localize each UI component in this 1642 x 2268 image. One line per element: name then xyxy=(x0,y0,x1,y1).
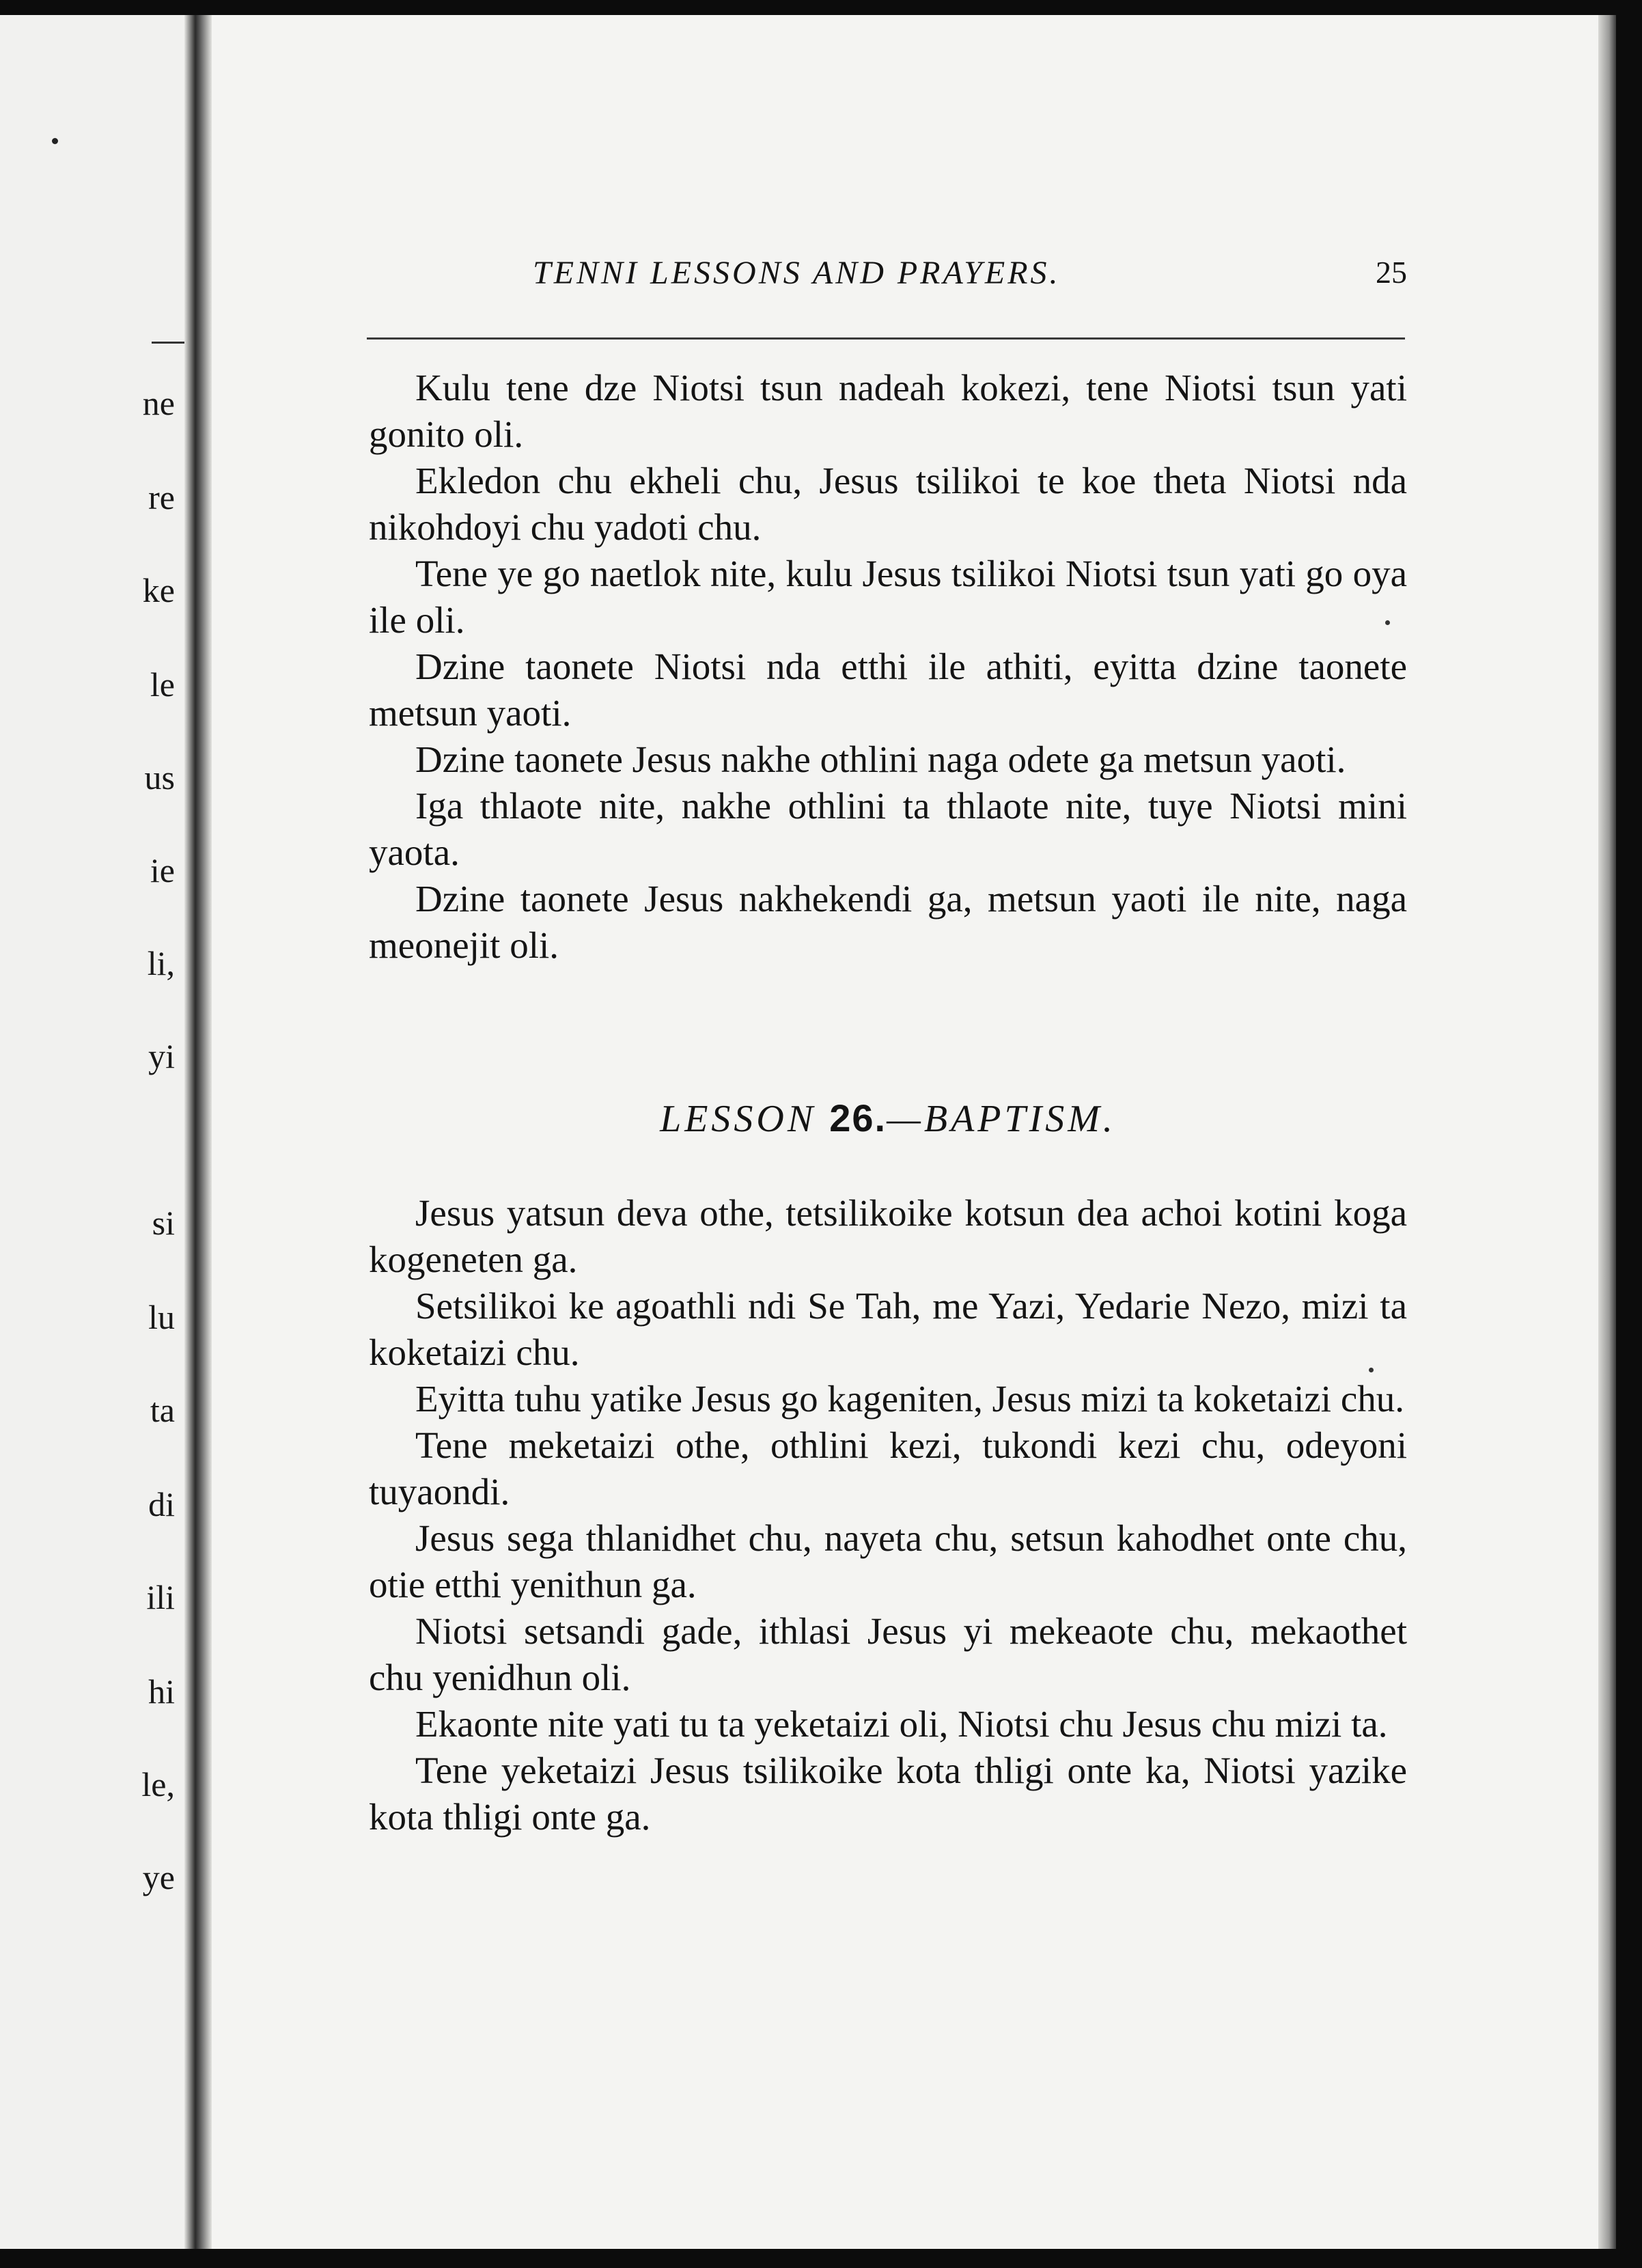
ink-speck xyxy=(52,138,58,144)
running-title: TENNI LESSONS AND PRAYERS. xyxy=(533,255,1061,291)
paragraph: Setsilikoi ke agoathli ndi Se Tah, me Yazi, Yedarie Nezo, mizi ta koketaizi chu. xyxy=(369,1285,1407,1373)
left-fragment: hi xyxy=(148,1672,175,1711)
left-fragment: yi xyxy=(148,1037,175,1075)
left-fragment: ie xyxy=(150,851,175,889)
paragraph: Kulu tene dze Niotsi tsun nadeah kokezi, tene Niotsi tsun yati gonito oli. xyxy=(369,367,1407,455)
book-gutter xyxy=(184,15,212,2249)
paragraph: Tene yeketaizi Jesus tsilikoike kota thligi onte ka, Niotsi yazike kota thligi onte ga. xyxy=(369,1750,1407,1838)
running-head xyxy=(314,254,1407,309)
paragraph: Jesus sega thlanidhet chu, nayeta chu, setsun kahodhet onte chu, otie etthi yenithun ga. xyxy=(369,1517,1407,1605)
left-fragment: ke xyxy=(142,571,175,609)
page-number: 25 xyxy=(1376,255,1407,290)
header-rule xyxy=(367,337,1405,340)
ink-speck xyxy=(1369,1368,1374,1372)
paragraph: Niotsi setsandi gade, ithlasi Jesus yi mekeaote chu, mekaothet chu yenidhun oli. xyxy=(369,1610,1407,1698)
left-fragment: le, xyxy=(141,1765,175,1803)
paragraph: Tene ye go naetlok nite, kulu Jesus tsilikoi Niotsi tsun yati go oya ile oli. xyxy=(369,553,1407,641)
lesson-number: 26. xyxy=(829,1096,887,1139)
lesson-heading xyxy=(369,1096,1407,1141)
left-fragment: ili xyxy=(146,1578,175,1616)
left-page-rule xyxy=(152,342,184,344)
paragraph: Eyitta tuhu yatike Jesus go kageniten, Jesus mizi ta koketaizi chu. xyxy=(415,1378,1404,1420)
left-fragment: le xyxy=(150,665,175,704)
paragraph: Jesus yatsun deva othe, tetsilikoike kotsun dea achoi kotini koga kogeneten ga. xyxy=(369,1192,1407,1280)
paragraph: Dzine taonete Jesus nakhe othlini naga odete ga metsun yaoti. xyxy=(415,738,1346,780)
left-fragment: lu xyxy=(148,1298,175,1336)
left-fragment: li, xyxy=(147,944,175,982)
left-fragment: us xyxy=(144,758,175,797)
lesson-title: —BAPTISM. xyxy=(887,1098,1116,1140)
paragraph: Ekaonte nite yati tu ta yeketaizi oli, Niotsi chu Jesus chu mizi ta. xyxy=(415,1703,1388,1745)
left-fragment: ne xyxy=(142,384,175,422)
left-fragment: ta xyxy=(150,1391,175,1429)
left-fragment: re xyxy=(148,478,175,516)
paragraph: Tene meketaizi othe, othlini kezi, tukondi kezi chu, odeyoni tuyaondi. xyxy=(369,1424,1407,1512)
ink-speck xyxy=(1385,620,1390,625)
lesson-prefix: LESSON xyxy=(660,1098,817,1140)
paragraph: Ekledon chu ekheli chu, Jesus tsilikoi te koe theta Niotsi nda nikohdoyi chu yadoti chu. xyxy=(369,460,1407,548)
left-facing-page xyxy=(0,15,184,2249)
paragraph: Iga thlaote nite, nakhe othlini ta thlaote nite, tuye Niotsi mini yaota. xyxy=(369,785,1407,873)
page-edge xyxy=(1598,15,1616,2249)
paragraph: Dzine taonete Jesus nakhekendi ga, metsun yaoti ile nite, naga meonejit oli. xyxy=(369,878,1407,966)
left-fragment: si xyxy=(152,1204,175,1242)
text-block-bottom xyxy=(369,1190,1407,1840)
left-fragment: di xyxy=(148,1485,175,1523)
text-block-top xyxy=(369,365,1407,969)
left-fragment: ye xyxy=(142,1858,175,1896)
paragraph: Dzine taonete Niotsi nda etthi ile athiti, eyitta dzine taonete metsun yaoti. xyxy=(369,646,1407,734)
